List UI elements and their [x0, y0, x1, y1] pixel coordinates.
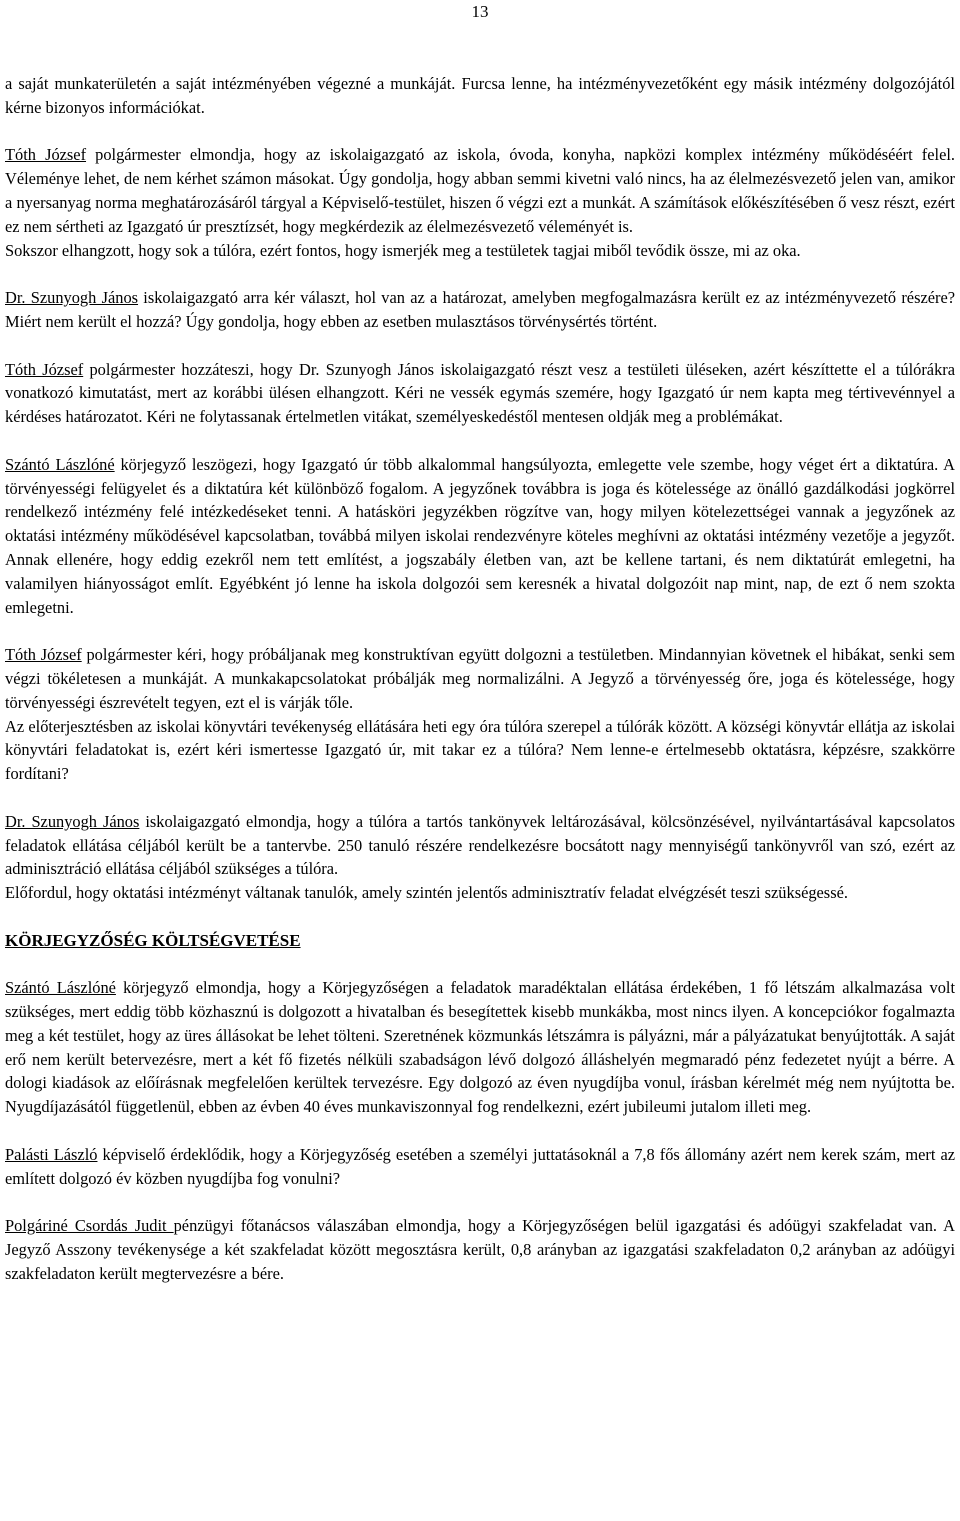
paragraph-text: polgármester kéri, hogy próbáljanak meg konstruktívan együtt dolgozni a testületben. Mindannyian követnek el hibákat, senki sem végzi tökéletesen a munkáját. A munkakapcsolatokat próbálják meg normalizálni. A Jegyző a törvényesség őre, joga és kötelessége, hogy törvényességi észrevételt tegyen, ezt el is várják tőle.: [5, 645, 955, 712]
paragraph: [5, 643, 955, 714]
paragraph-text: képviselő érdeklődik, hogy a Körjegyzőség esetében a személyi juttatásoknál a 7,8 fős állomány azért nem kerek szám, mert az említett dolgozó év közben nyugdíjba fog vonulni?: [5, 1144, 956, 1188]
paragraph: [5, 286, 955, 334]
paragraph: [5, 239, 955, 263]
paragraph: [5, 1214, 955, 1285]
speaker-name: Tóth József: [5, 645, 82, 665]
paragraph-text: körjegyző elmondja, hogy a Körjegyzőségen a feladatok maradéktalan ellátása érdekében, 1 fő létszám alkalmazása volt szükséges, mert eddig több közhasznú is dolgozott a hivatalban és besegítettek kisebb munkákba, most nincs ilyen. A koncepciókor fogalmazta meg a két testület, hogy az üres állásokat be lehet tölteni. Szeretnének közmunkás létszámra is pályázni, már a pályázatukat benyújtották. A saját erő nem került betervezésre, mert a két fő fizetés nélküli szabadságon lévő dolgozó álláshelyén megmaradó pénz fedezetet nyújt a bérre. A dologi kiadások az előírásnak megfelelően kerültek tervezésre. Egy dolgozó az éven nyugdíjba vonul, írásban kérelmét még nem nyújtotta be. Nyugdíjazásától függetlenül, ebben az évben 40 éves munkaviszonnyal fog rendelkezni, ezért jubileumi jutalom illeti meg.: [5, 978, 955, 1117]
heading-text: KÖRJEGYZŐSÉG KÖLTSÉGVETÉSE: [5, 930, 301, 950]
speaker-name: Dr. Szunyogh János: [5, 288, 139, 308]
paragraph: [5, 881, 955, 905]
paragraph: [5, 715, 955, 786]
speaker-name: Szántó Lászlóné: [5, 454, 115, 474]
paragraph-text: Előfordul, hogy oktatási intézményt váltanak tanulók, amely szintén jelentős adminisztratív feladat elvégzését teszi szükségessé.: [5, 883, 848, 903]
section-heading: [5, 929, 955, 953]
paragraph-text: a saját munkaterületén a saját intézményében végezné a munkáját. Furcsa lenne, ha intézményvezetőként egy másik intézmény dolgozójától kérne bizonyos információkat.: [5, 74, 955, 117]
paragraph: [5, 810, 955, 881]
page-number: 13: [471, 2, 489, 21]
paragraph: [5, 1143, 955, 1191]
paragraph: [5, 72, 955, 120]
paragraph: [5, 143, 955, 238]
paragraph-text: körjegyző leszögezi, hogy Igazgató úr több alkalommal hangsúlyozta, emlegette vele szembe, hogy véget ért a diktatúra. A törvényességi felügyelet és a diktatúra két különböző fogalom. A jegyzőnek továbbra is joga és kötelessége az önálló gazdálkodási jogkörrel rendelkező intézmény felé intézkedéseket tenni. A hatásköri jegyzékben rögzítve van, hogy milyen kötelezettségei vannak a jegyzőnek az oktatási intézmény működésével kapcsolatban, továbbá milyen iskolai rendezvényre köteles meghívni az oktatási intézmény vezetője a jegyzőt. Annak ellenére, hogy eddig ezekről nem tett említést, a jogszabály életben van, azt be kellene tartani, és nem diktatúrát emlegetni, ha valamilyen hiányosságot említ. Egyébként jó lenne ha iskola dolgozói sem keresnék a hivatal dolgozóit nap mint, nap, de ezt ő nem szokta emlegetni.: [5, 454, 955, 617]
paragraph-text: pénzügyi főtanácsos válaszában elmondja, hogy a Körjegyzőségen belül igazgatási és adóügyi szakfeladat van. A Jegyző Asszony tevékenysége a két szakfeladat között megosztásra került, 0,8 arányban az igazgatási szakfeladaton 0,2 arányban az adóügyi szakfeladaton került megtervezésre a bére.: [5, 1216, 955, 1283]
paragraph-text: polgármester hozzáteszi, hogy Dr. Szunyogh János iskolaigazgató részt vesz a testületi üléseken, azért készíttette el a túlórákra vonatkozó kimutatást, mert az korábbi ülésen elhangzott. Kéri ne vessék egymás szemére, hogy Igazgató úr nem kapta meg tértivevénnyel a kérdéses határozatot. Kéri ne folytassanak értelmetlen vitákat, személyeskedéstől mentesen oldják meg a problémákat.: [5, 359, 956, 427]
paragraph-text: iskolaigazgató arra kér választ, hol van az a határozat, amelyben megfogalmazásra került ez az intézményvezető részére? Miért nem került el hozzá? Úgy gondolja, hogy ebben az esetben mulasztásos törvénysértés történt.: [5, 288, 956, 331]
document-body: [5, 72, 955, 1286]
paragraph: [5, 453, 955, 620]
paragraph: [5, 358, 955, 429]
speaker-name: Tóth József: [5, 359, 84, 379]
paragraph-text: Az előterjesztésben az iskolai könyvtári tevékenység ellátására heti egy óra túlóra szerepel a túlórák között. A községi könyvtár ellátja az iskolai könyvtári feladatokat is, ezért kéri ismertesse Igazgató úr, mit takar ez a túlóra? Nem lenne-e értelmesebb oktatásra, képzésre, szakkörre fordítani?: [5, 716, 955, 784]
paragraph: [5, 976, 955, 1119]
speaker-name: Szántó Lászlóné: [5, 978, 116, 998]
speaker-name: Polgáriné Csordás Judit: [5, 1216, 174, 1236]
speaker-name: Tóth József: [5, 145, 87, 165]
paragraph-text: iskolaigazgató elmondja, hogy a túlóra a tartós tankönyvek leltározásával, kölcsönzésével, nyilvántartásával kapcsolatos feladatok ellátása céljából került be a tantervbe. 250 tanuló részére rendelkezésre bocsátott nagy mennyiségű tankönyvről van szó, ezért az adminisztráció ellátása céljából szükséges a túlóra.: [5, 811, 955, 879]
paragraph-text: Sokszor elhangzott, hogy sok a túlóra, ezért fontos, hogy ismerjék meg a testületek tagjai miből tevődik össze, mi az oka.: [5, 240, 801, 260]
paragraph-text: polgármester elmondja, hogy az iskolaigazgató az iskola, óvoda, konyha, napközi komplex intézmény működéséért felel. Véleménye lehet, de nem kérhet számon másokat. Úgy gondolja, hogy abban semmi kivetni való nincs, ha az élelmezésvezető jelen van, amikor a nyersanyag norma meghatározásáról tárgyal a Képviselő-testület, hiszen ő végzi ezt a munkát. A számítások előkészítésében ő vesz részt, ezért ez nem sértheti az Igazgató úr presztízsét, hogy megkérdezik az élelmezésvezető véleményét is.: [5, 145, 956, 236]
speaker-name: Palásti László: [5, 1144, 98, 1164]
speaker-name: Dr. Szunyogh János: [5, 811, 140, 831]
